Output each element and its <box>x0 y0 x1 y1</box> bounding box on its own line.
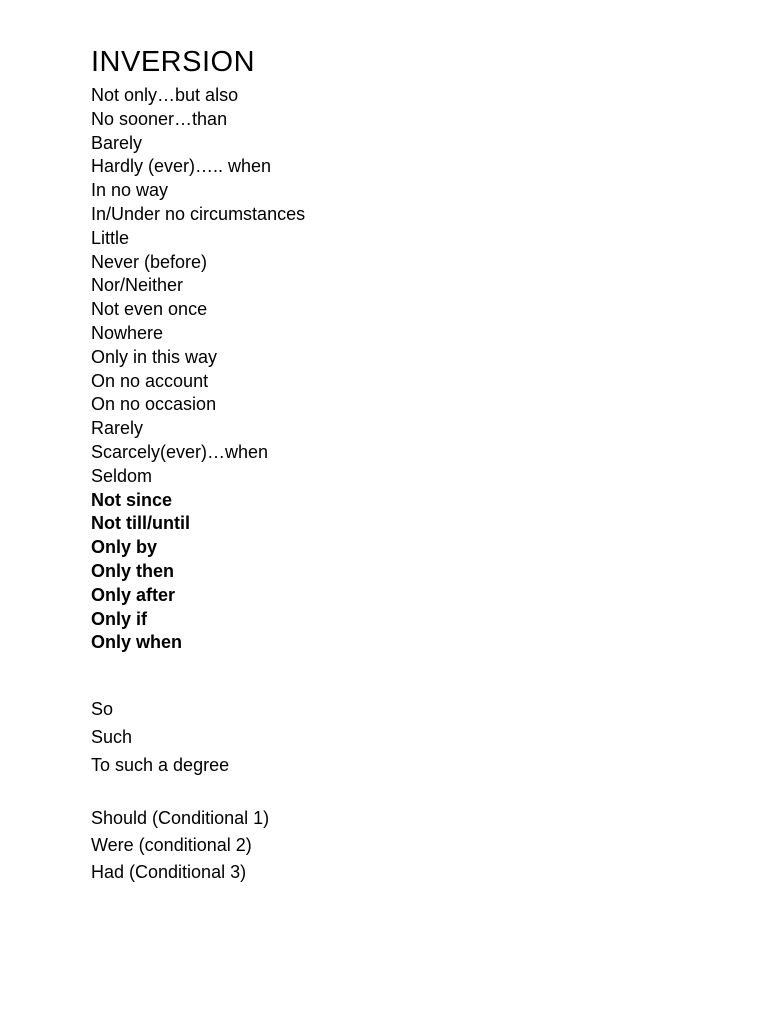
list-item: Rarely <box>91 418 144 439</box>
conditionals-list <box>91 805 731 886</box>
list-item-bold: Only if <box>91 608 148 629</box>
list-item: Such <box>91 727 133 748</box>
list-item: Scarcely(ever)…when <box>91 441 269 462</box>
list-item: No sooner…than <box>91 108 228 129</box>
inversion-list <box>91 84 731 655</box>
list-item-bold: Only after <box>91 584 176 605</box>
page-title: INVERSION <box>91 46 256 78</box>
list-item: On no occasion <box>91 394 217 415</box>
list-item-bold: Not till/until <box>91 513 190 534</box>
list-item: Seldom <box>91 465 153 486</box>
list-item: Had (Conditional 3) <box>91 862 247 883</box>
degree-list <box>91 695 731 779</box>
list-item: In/Under no circumstances <box>91 203 306 224</box>
list-item: Never (before) <box>91 251 208 272</box>
document-page <box>91 44 731 886</box>
list-item: To such a degree <box>91 755 230 776</box>
list-item: On no account <box>91 370 209 391</box>
list-item-bold: Only by <box>91 537 158 558</box>
list-item: Not even once <box>91 299 208 320</box>
list-item: So <box>91 699 114 720</box>
list-item-bold: Only when <box>91 632 183 653</box>
list-item: Nowhere <box>91 322 164 343</box>
list-item: In no way <box>91 180 169 201</box>
list-item: Were (conditional 2) <box>91 835 252 856</box>
list-item: Barely <box>91 132 143 153</box>
list-item-bold: Not since <box>91 489 173 510</box>
list-item: Only in this way <box>91 346 218 367</box>
list-item: Should (Conditional 1) <box>91 808 270 829</box>
list-item: Not only…but also <box>91 85 239 105</box>
list-item-bold: Only then <box>91 560 175 581</box>
list-item: Hardly (ever)….. when <box>91 156 272 177</box>
list-item: Little <box>91 227 130 248</box>
list-item: Nor/Neither <box>91 275 184 296</box>
